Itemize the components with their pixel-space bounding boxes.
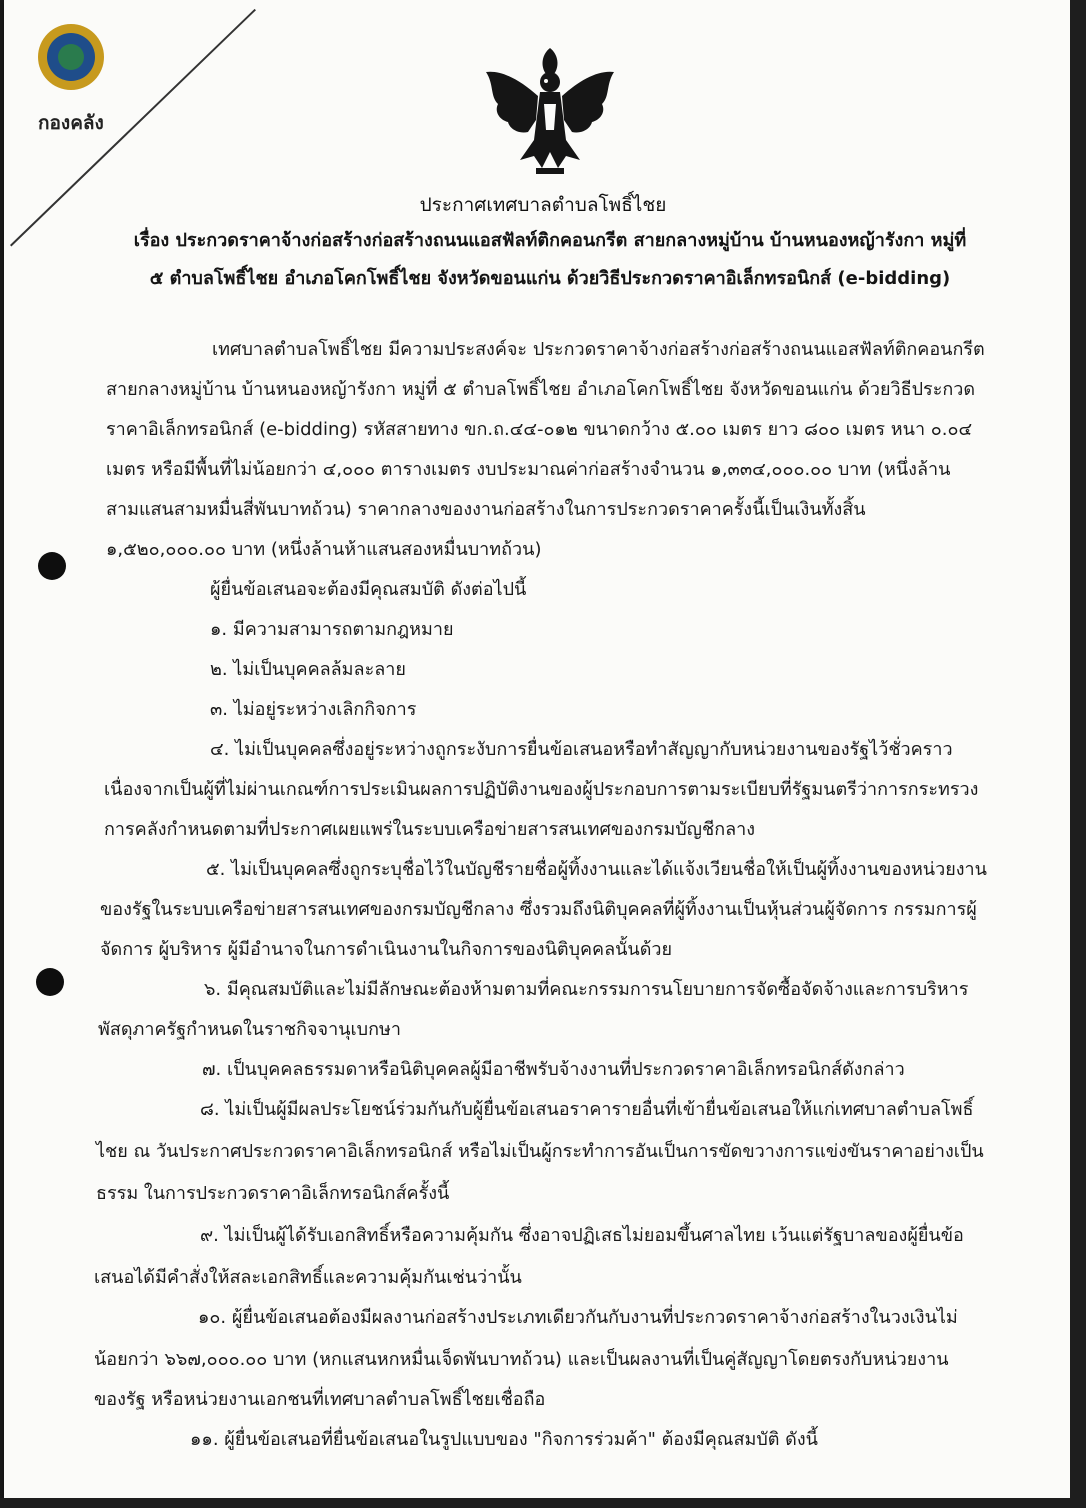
body-line: ราคาอิเล็กทรอนิกส์ (e-bidding) รหัสสายทาง ขก.ถ.๔๔-๐๑๒ ขนาดกว้าง ๕.๐๐ เมตร ยาว ๘๐๐ เมตร หนา ๐.๐๔ (106, 419, 973, 440)
body-line: เสนอได้มีคำสั่งให้สละเอกสิทธิ์และความคุ้มกันเช่นว่านั้น (94, 1267, 522, 1288)
punch-hole (38, 552, 66, 580)
qualification-item: ๖. มีคุณสมบัติและไม่มีลักษณะต้องห้ามตามที่คณะกรรมการนโยบายการจัดซื้อจัดจ้างและการบริหาร (204, 979, 969, 1000)
body-line: น้อยกว่า ๖๖๗,๐๐๐.๐๐ บาท (หกแสนหกหมื่นเจ็ดพันบาทถ้วน) และเป็นผลงานที่เป็นคู่สัญญาโดยตรงกับหน่วยงาน (94, 1349, 949, 1370)
qualification-item: ๗. เป็นบุคคลธรรมดาหรือนิติบุคคลผู้มีอาชีพรับจ้างงานที่ประกวดราคาอิเล็กทรอนิกส์ดังกล่าว (202, 1059, 905, 1080)
body-line: ของรัฐ หรือหน่วยงานเอกชนที่เทศบาลตำบลโพธิ์ไชยเชื่อถือ (94, 1389, 546, 1410)
body-line: เมตร หรือมีพื้นที่ไม่น้อยกว่า ๔,๐๐๐ ตารางเมตร งบประมาณค่าก่อสร้างจำนวน ๑,๓๓๔,๐๐๐.๐๐ บาท (หนึ่งล้าน (106, 459, 951, 480)
body-line: พัสดุภาครัฐกำหนดในราชกิจจานุเบกษา (98, 1019, 401, 1040)
body-line: จัดการ ผู้บริหาร ผู้มีอำนาจในการดำเนินงานในกิจการของนิติบุคคลนั้นด้วย (100, 939, 673, 960)
body-line: การคลังกำหนดตามที่ประกาศเผยแพร่ในระบบเครือข่ายสารสนเทศของกรมบัญชีกลาง (104, 819, 756, 840)
subject-line-1: เรื่อง ประกวดราคาจ้างก่อสร้างก่อสร้างถนนแอสฟัลท์ติกคอนกรีต สายกลางหมู่บ้าน บ้านหนองหญ้ารังกา หมู่ที่ (133, 230, 967, 251)
body-line: สายกลางหมู่บ้าน บ้านหนองหญ้ารังกา หมู่ที่ ๕ ตำบลโพธิ์ไชย อำเภอโคกโพธิ์ไชย จังหวัดขอนแก่น ด้วยวิธีประกวด (106, 379, 976, 400)
scan-edge-right (1070, 0, 1086, 1508)
body-line: ธรรม ในการประกวดราคาอิเล็กทรอนิกส์ครั้งนี้ (96, 1183, 450, 1204)
qualification-intro: ผู้ยื่นข้อเสนอจะต้องมีคุณสมบัติ ดังต่อไปนี้ (210, 579, 527, 600)
qualification-item: ๘. ไม่เป็นผู้มีผลประโยชน์ร่วมกันกับผู้ยื่นข้อเสนอราคารายอื่นที่เข้ายื่นข้อเสนอให้แก่เทศบาลตำบลโพธิ์ (200, 1099, 974, 1120)
municipality-seal-icon (38, 24, 104, 90)
body-line: เทศบาลตำบลโพธิ์ไชย มีความประสงค์จะ ประกวดราคาจ้างก่อสร้างก่อสร้างถนนแอสฟัลท์ติกคอนกรีต (212, 339, 985, 360)
qualification-item: ๓. ไม่อยู่ระหว่างเลิกกิจการ (210, 699, 417, 720)
body-line: ๑,๕๒๐,๐๐๐.๐๐ บาท (หนึ่งล้านห้าแสนสองหมื่นบาทถ้วน) (106, 539, 542, 560)
punch-hole (36, 968, 64, 996)
body-line: ไชย ณ วันประกาศประกวดราคาอิเล็กทรอนิกส์ หรือไม่เป็นผู้กระทำการอันเป็นการขัดขวางการแข่งขันราคาอย่างเป็น (96, 1141, 984, 1162)
qualification-item: ๕. ไม่เป็นบุคคลซึ่งถูกระบุชื่อไว้ในบัญชีรายชื่อผู้ทิ้งงานและได้แจ้งเวียนชื่อให้เป็นผู้ทิ้งงานของหน่วยงาน (206, 859, 987, 880)
qualification-item: ๙. ไม่เป็นผู้ได้รับเอกสิทธิ์หรือความคุ้มกัน ซึ่งอาจปฏิเสธไม่ยอมขึ้นศาลไทย เว้นแต่รัฐบาลของผู้ยื่นข้อ (200, 1225, 964, 1246)
qualification-item: ๑๑. ผู้ยื่นข้อเสนอที่ยื่นข้อเสนอในรูปแบบของ "กิจการร่วมค้า" ต้องมีคุณสมบัติ ดังนี้ (190, 1429, 818, 1450)
body-line: เนื่องจากเป็นผู้ที่ไม่ผ่านเกณฑ์การประเมินผลการปฏิบัติงานของผู้ประกอบการตามระเบียบที่รัฐมนตรีว่าการกระทรวง (104, 779, 979, 800)
subject-line-2: ๕ ตำบลโพธิ์ไชย อำเภอโคกโพธิ์ไชย จังหวัดขอนแก่น ด้วยวิธีประกวดราคาอิเล็กทรอนิกส์ (e-bidding) (149, 268, 951, 289)
body-line: สามแสนสามหมื่นสี่พันบาทถ้วน) ราคากลางของงานก่อสร้างในการประกวดราคาครั้งนี้เป็นเงินทั้งสิ้น (106, 499, 866, 520)
qualification-item: ๑. มีความสามารถตามกฎหมาย (210, 619, 454, 640)
qualification-item: ๑๐. ผู้ยื่นข้อเสนอต้องมีผลงานก่อสร้างประเภทเดียวกันกับงานที่ประกวดราคาจ้างก่อสร้างในวงเงินไม่ (198, 1307, 958, 1328)
qualification-item: ๒. ไม่เป็นบุคคลล้มละลาย (210, 659, 406, 680)
department-label: กองคลัง (38, 112, 104, 134)
body-line: ของรัฐในระบบเครือข่ายสารสนเทศของกรมบัญชีกลาง ซึ่งรวมถึงนิติบุคคลที่ผู้ทิ้งงานเป็นหุ้นส่วนผู้จัดการ กรรมการผู้ (100, 899, 977, 920)
qualification-item: ๔. ไม่เป็นบุคคลซึ่งอยู่ระหว่างถูกระงับการยื่นข้อเสนอหรือทำสัญญากับหน่วยงานของรัฐไว้ชั่วคราว (210, 739, 953, 760)
subject-heading (100, 222, 1000, 298)
document-title: ประกาศเทศบาลตำบลโพธิ์ไชย (419, 194, 667, 216)
scan-edge-bottom (0, 1498, 1086, 1508)
garuda-emblem-icon (480, 40, 620, 180)
